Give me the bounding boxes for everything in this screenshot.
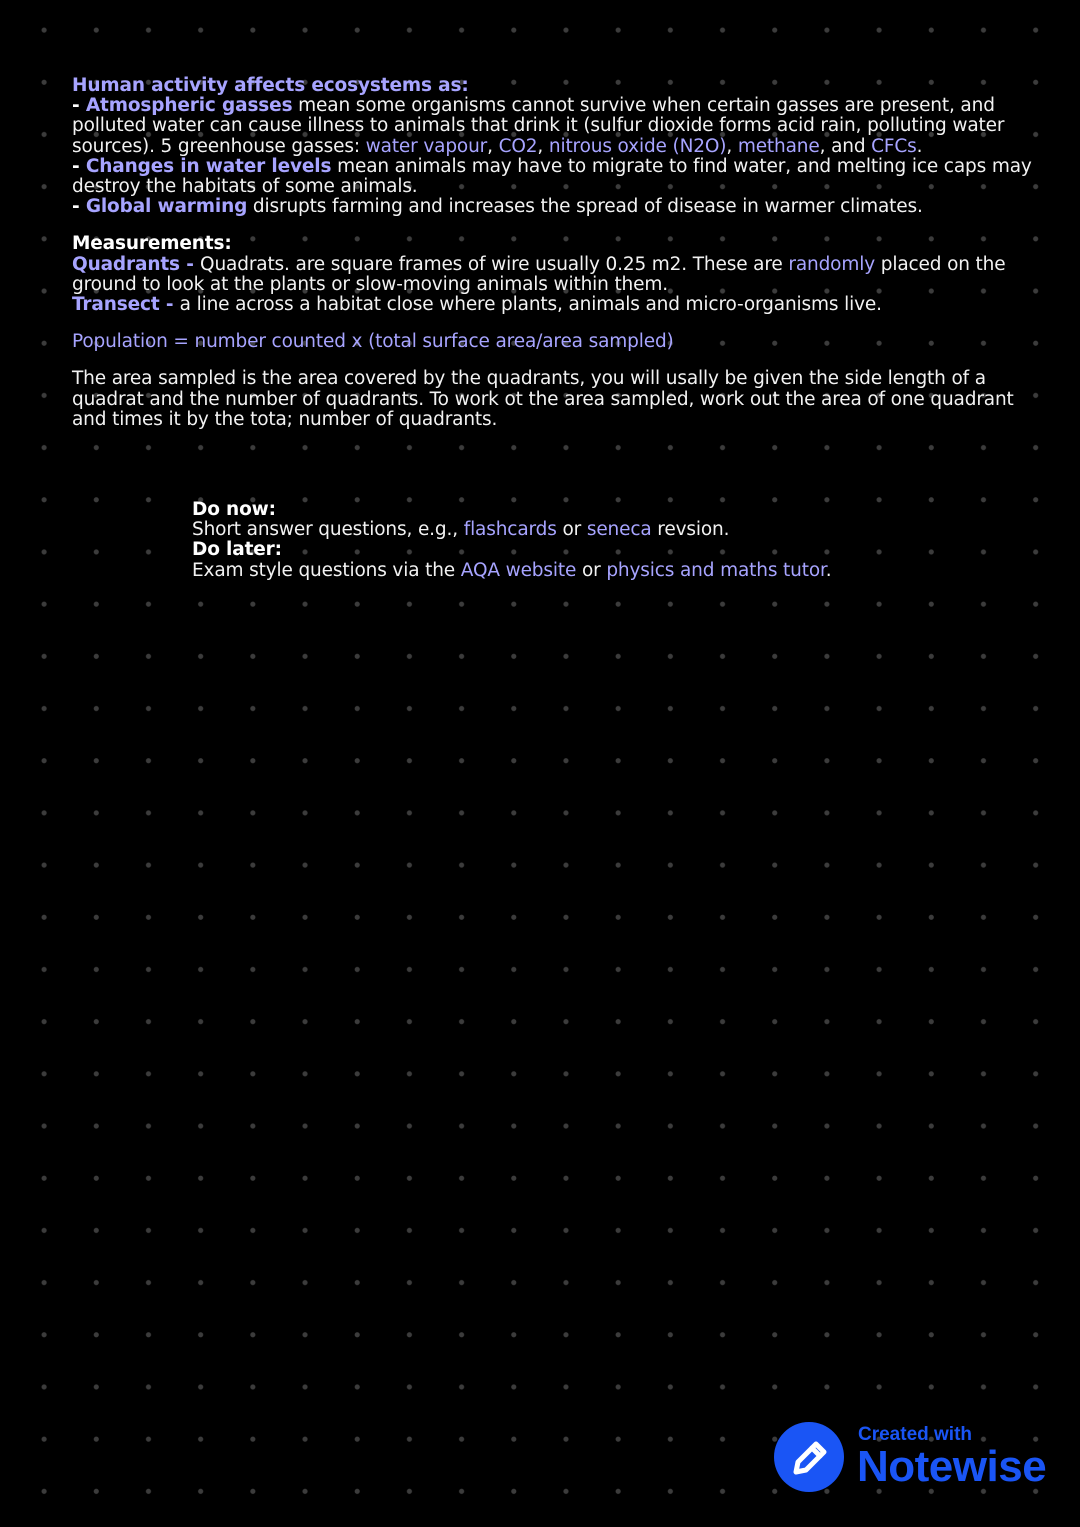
separator: ,	[487, 135, 499, 157]
quadrants-term: Quadrants	[72, 253, 180, 275]
quadrants-point	[72, 255, 1052, 295]
separator: , and	[819, 135, 872, 157]
quadrants-text-end: placed on the ground to look at the plants or slow-moving animals within them.	[72, 253, 1006, 295]
gas-nitrous-oxide: nitrous oxide (N2O)	[548, 135, 727, 157]
spacer	[72, 352, 1052, 369]
water-levels-text: mean animals may have to migrate to find water, and melting ice caps may destroy the habitats of some animals.	[72, 155, 1032, 198]
separator: ,	[726, 135, 738, 157]
do-later-end: .	[825, 559, 832, 581]
transect-point	[72, 295, 1052, 315]
aqa-website-link[interactable]: AQA website	[460, 559, 577, 581]
gas-methane: methane	[737, 135, 820, 157]
do-later-intro: Exam style questions via the	[192, 559, 461, 581]
term-separator: -	[179, 253, 201, 275]
connector: or	[556, 519, 587, 541]
randomly-highlight: randomly	[788, 253, 875, 275]
atmospheric-gasses-term: Atmospheric gasses	[85, 95, 293, 117]
notewise-wordmark: Notewise	[857, 1442, 1047, 1491]
global-warming-text: disrupts farming and increases the spread of disease in warmer climates.	[247, 196, 923, 218]
notes-content	[72, 76, 1052, 430]
created-with-label: Created with	[858, 1424, 973, 1445]
quadrants-text: Quadrats. are square frames of wire usually 0.25 m2. These are	[200, 253, 789, 275]
gas-co2: CO2	[498, 135, 538, 157]
water-levels-term: Changes in water levels	[85, 155, 332, 177]
notewise-logo	[774, 1422, 844, 1492]
gas-water-vapour: water vapour	[365, 135, 488, 157]
do-now-intro: Short answer questions, e.g.,	[192, 519, 464, 541]
atmospheric-gasses-text: mean some organisms cannot survive when certain gasses are present, and polluted water can cause illness to animals that drink it (sulfur dioxide forms acid rain, polluting water sources). 5 greenhouse gasses:	[72, 95, 1005, 157]
do-now-end: revsion.	[651, 519, 730, 541]
bullet-dash: -	[72, 155, 86, 177]
term-separator: -	[159, 294, 180, 316]
atmospheric-gasses-point	[72, 96, 1052, 157]
separator: ,	[537, 135, 549, 157]
global-warming-term: Global warming	[85, 196, 248, 218]
seneca-link[interactable]: seneca	[586, 519, 652, 541]
do-later-label: Do later:	[192, 539, 282, 561]
transect-term: Transect	[72, 294, 160, 316]
gas-cfcs: CFCs	[871, 135, 917, 157]
transect-text: a line across a habitat close where plants, animals and micro-organisms live.	[179, 294, 882, 316]
do-later-text	[192, 561, 1052, 581]
connector: or	[576, 559, 607, 581]
measurements-heading: Measurements:	[72, 233, 232, 255]
todo-section	[192, 500, 1052, 581]
population-formula: Population = number counted x (total surface area/area sampled)	[72, 331, 674, 353]
do-now-label: Do now:	[192, 499, 276, 520]
spacer	[72, 315, 1052, 332]
pencil-icon	[774, 1422, 844, 1492]
sentence-end: .	[916, 135, 923, 157]
physics-maths-tutor-link[interactable]: physics and maths tutor	[606, 559, 826, 581]
notewise-branding	[774, 1420, 1054, 1492]
bullet-dash: -	[72, 196, 86, 218]
flashcards-link[interactable]: flashcards	[463, 519, 557, 541]
bullet-dash: -	[72, 95, 86, 117]
ecosystems-heading: Human activity affects ecosystems as:	[72, 75, 469, 96]
spacer	[72, 217, 1052, 234]
area-sampled-explanation: The area sampled is the area covered by the quadrants, you will usally be given the side length of a quadrat and the number of quadrants. To work ot the area sampled, work out the area of one quadrant and times it by the tota; number of quadrants.	[72, 368, 1014, 430]
global-warming-point	[72, 197, 1052, 217]
do-now-text	[192, 520, 1052, 540]
water-levels-point	[72, 157, 1052, 197]
